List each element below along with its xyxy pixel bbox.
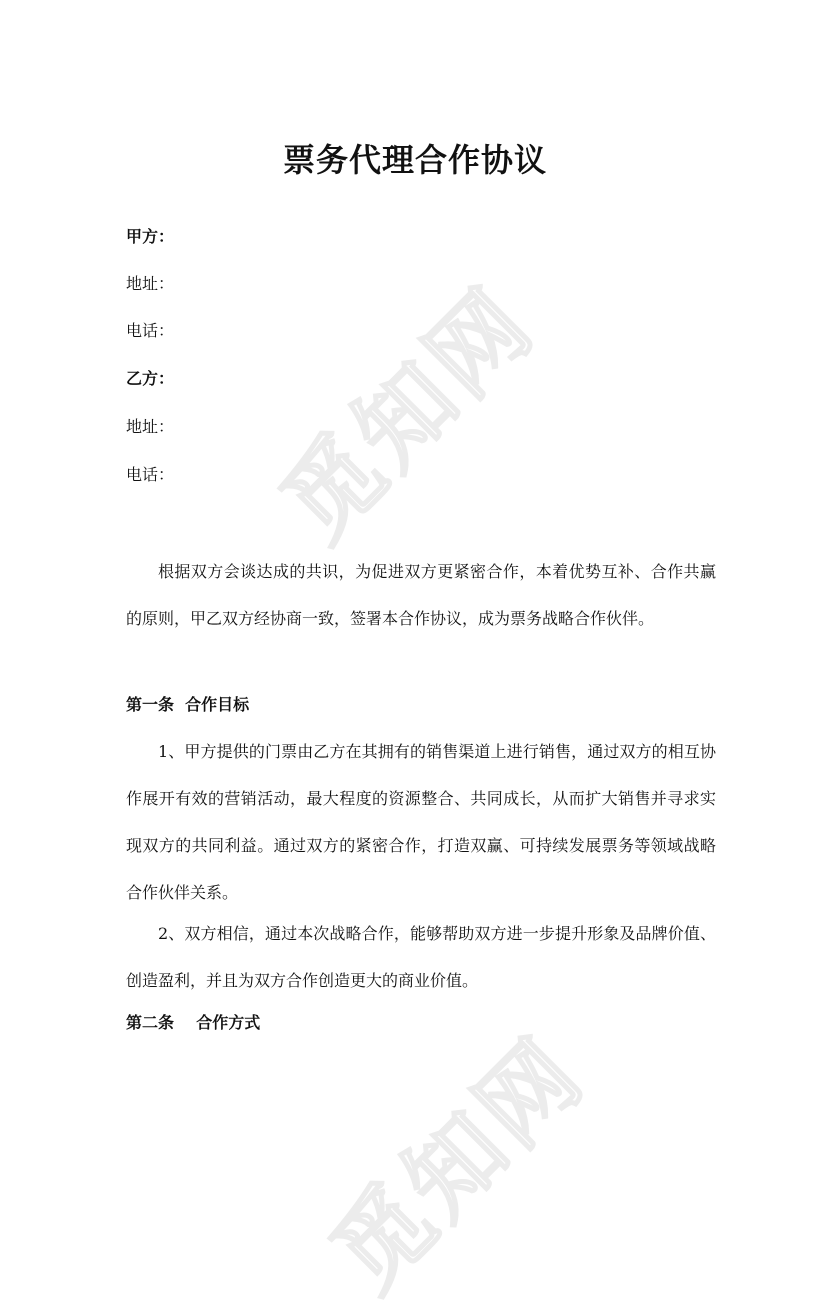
party-a-label: 甲方：	[126, 227, 175, 246]
document-title: 票务代理合作协议	[282, 141, 547, 179]
article-1-heading: 第一条 合作目标	[126, 695, 250, 714]
intro-paragraph: 根据双方会谈达成的共识，为促进双方更紧密合作，本着优势互补、合作共赢的原则，甲乙双方经协商一致，签署本合作协议，成为票务战略合作伙伴。	[126, 562, 716, 628]
watermark-text-bottom: 觅知网	[310, 1016, 607, 1312]
party-b-address: 地址：	[126, 417, 175, 436]
party-a-address: 地址：	[126, 274, 175, 293]
watermark-text: 觅知网	[260, 266, 557, 562]
party-b-label: 乙方：	[126, 369, 175, 388]
article-1-clause-1: 1、甲方提供的门票由乙方在其拥有的销售渠道上进行销售，通过双方的相互协作展开有效的营销活动，最大程度的资源整合、共同成长，从而扩大销售并寻求实现双方的共同利益。通过双方的紧密合作，打造双赢、可持续发展票务等领域战略合作伙伴关系。	[126, 742, 716, 902]
article-1-clause-2: 2、双方相信，通过本次战略合作，能够帮助双方进一步提升形象及品牌价值、创造盈利，并且为双方合作创造更大的商业价值。	[126, 924, 716, 990]
party-a-phone: 电话：	[126, 321, 175, 340]
article-2-heading: 第二条 合作方式	[126, 1013, 261, 1032]
party-b-phone: 电话：	[126, 465, 175, 484]
